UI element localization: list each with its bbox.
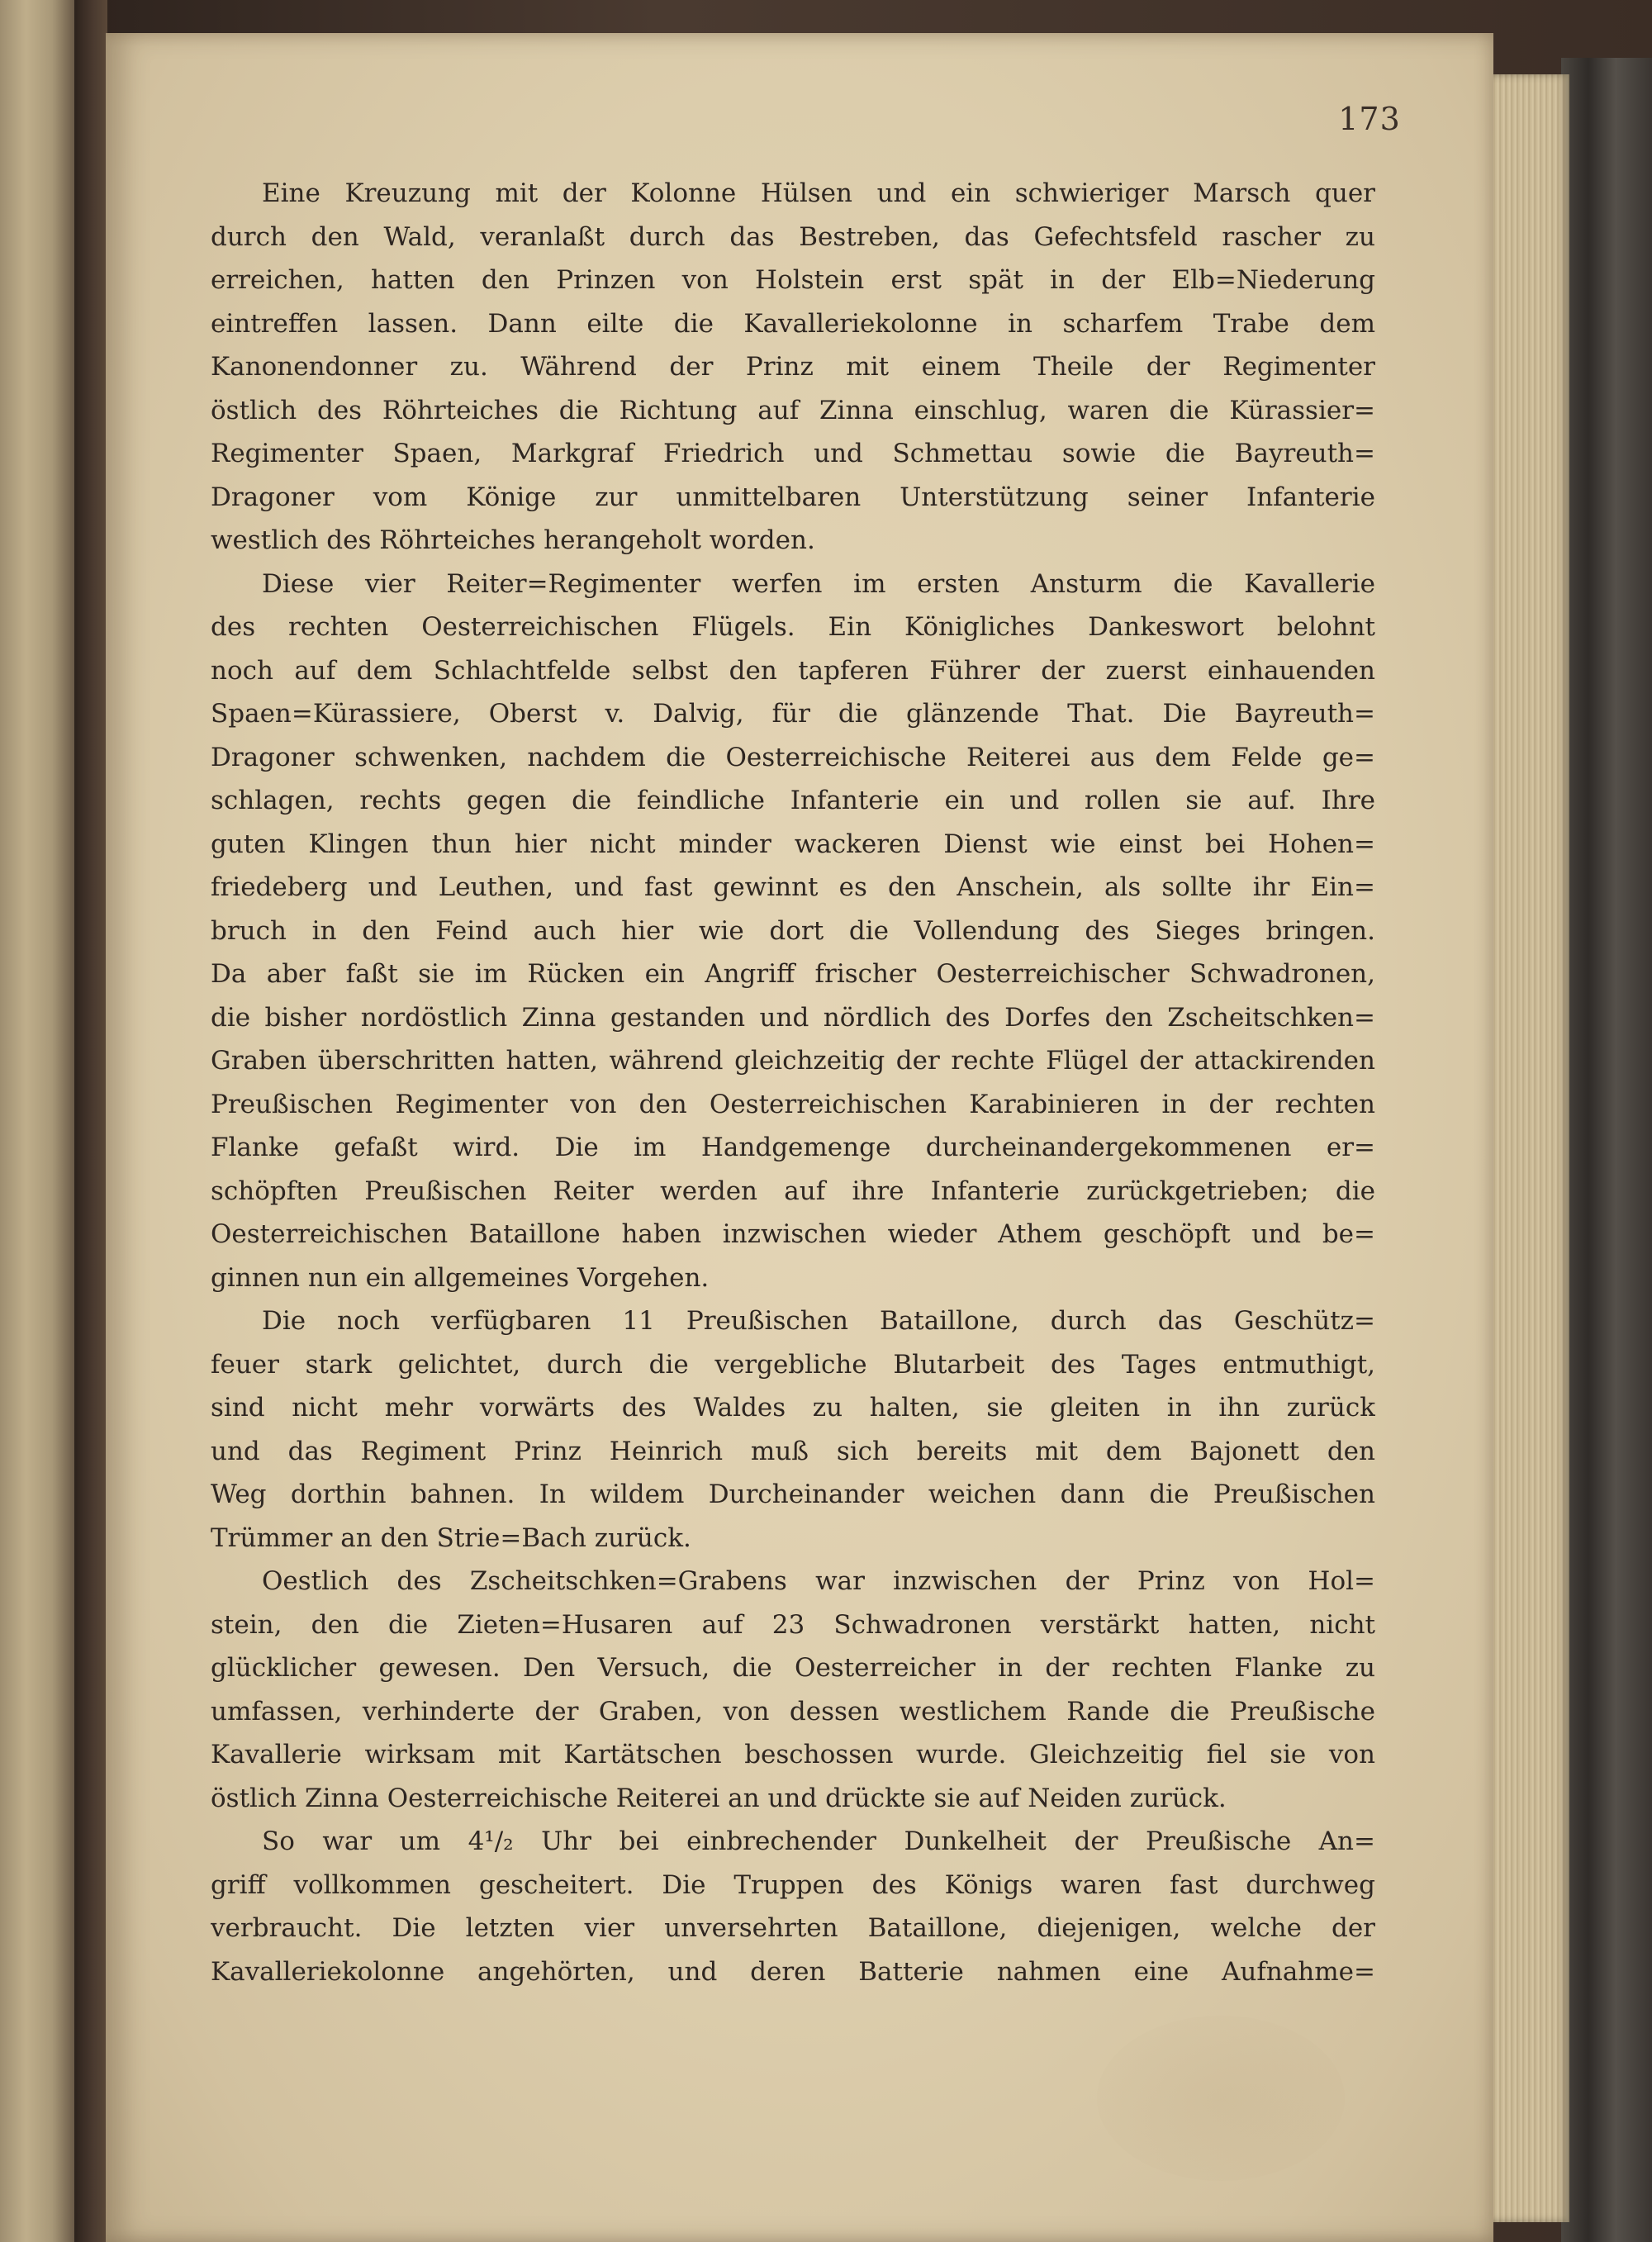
text-line: sind nicht mehr vorwärts des Waldes zu halten, sie gleiten in ihn zurück bbox=[211, 1393, 1375, 1423]
book-cover-board bbox=[1561, 58, 1652, 2242]
text-line: ginnen nun ein allgemeines Vorgehen. bbox=[211, 1262, 710, 1293]
text-line: Regimenter Spaen, Markgraf Friedrich und Schmettau sowie die Bayreuth= bbox=[211, 439, 1375, 468]
text-line: feuer stark gelichtet, durch die vergebliche Blutarbeit des Tages entmuthigt, bbox=[211, 1349, 1375, 1380]
text-line: Die noch verfügbaren 11 Preußischen Bataillone, durch das Geschütz= bbox=[262, 1306, 1375, 1336]
book-gutter bbox=[74, 0, 107, 2242]
text-line: Dragoner vom Könige zur unmittelbaren Unterstützung seiner Infanterie bbox=[211, 482, 1375, 512]
text-line: glücklicher gewesen. Den Versuch, die Oesterreicher in der rechten Flanke zu bbox=[211, 1653, 1375, 1683]
paper-stain bbox=[1097, 2016, 1345, 2181]
text-line: Kavalleriekolonne angehörten, und deren Batterie nahmen eine Aufnahme= bbox=[211, 1956, 1375, 1987]
text-line: des rechten Oesterreichischen Flügels. Ein Königliches Dankeswort belohnt bbox=[211, 612, 1375, 642]
text-line: östlich des Röhrteiches die Richtung auf Zinna einschlug, waren die Kürassier= bbox=[211, 395, 1375, 425]
text-line: Oesterreichischen Bataillone haben inzwischen wieder Athem geschöpft und be= bbox=[211, 1219, 1375, 1249]
text-block bbox=[211, 172, 1375, 1993]
text-line: Eine Kreuzung mit der Kolonne Hülsen und ein schwieriger Marsch quer bbox=[262, 178, 1375, 208]
text-line: und das Regiment Prinz Heinrich muß sich bereits mit dem Bajonett den bbox=[211, 1436, 1375, 1466]
text-line: östlich Zinna Oesterreichische Reiterei an und drückte sie auf Neiden zurück. bbox=[211, 1783, 1227, 1813]
text-line: Oestlich des Zscheitschken=Grabens war inzwischen der Prinz von Hol= bbox=[262, 1566, 1375, 1596]
text-line: stein, den die Zieten=Husaren auf 23 Schwadronen verstärkt hatten, nicht bbox=[211, 1609, 1375, 1640]
text-line: umfassen, verhinderte der Graben, von dessen westlichem Rande die Preußische bbox=[211, 1696, 1375, 1727]
text-line: westlich des Röhrteiches herangeholt worden. bbox=[211, 525, 815, 555]
text-line: bruch in den Feind auch hier wie dort die Vollendung des Sieges bringen. bbox=[211, 915, 1375, 946]
text-line: Kanonendonner zu. Während der Prinz mit einem Theile der Regimenter bbox=[211, 352, 1375, 382]
text-line: Kavallerie wirksam mit Kartätschen beschossen wurde. Gleichzeitig fiel sie von bbox=[211, 1740, 1375, 1769]
book-page bbox=[106, 33, 1493, 2242]
text-line: Dragoner schwenken, nachdem die Oesterreichische Reiterei aus dem Felde ge= bbox=[211, 742, 1375, 772]
text-line: Graben überschritten hatten, während gleichzeitig der rechte Flügel der attackirenden bbox=[211, 1046, 1375, 1076]
text-line: erreichen, hatten den Prinzen von Holstein erst spät in der Elb=Niederung bbox=[211, 265, 1375, 295]
previous-page-edge bbox=[0, 0, 74, 2242]
text-line: Da aber faßt sie im Rücken ein Angriff frischer Oesterreichischer Schwadronen, bbox=[211, 959, 1375, 989]
text-line: Preußischen Regimenter von den Oesterreichischen Karabinieren in der rechten bbox=[211, 1089, 1375, 1119]
text-line: griff vollkommen gescheitert. Die Truppen des Königs waren fast durchweg bbox=[211, 1869, 1375, 1900]
text-line: noch auf dem Schlachtfelde selbst den tapferen Führer der zuerst einhauenden bbox=[211, 655, 1375, 686]
text-line: die bisher nordöstlich Zinna gestanden und nördlich des Dorfes den Zscheitschken= bbox=[211, 1002, 1375, 1033]
text-line: Weg dorthin bahnen. In wildem Durcheinander weichen dann die Preußischen bbox=[211, 1480, 1375, 1509]
text-line: durch den Wald, veranlaßt durch das Bestreben, das Gefechtsfeld rascher zu bbox=[211, 221, 1375, 252]
text-line: Flanke gefaßt wird. Die im Handgemenge durcheinandergekommenen er= bbox=[211, 1133, 1375, 1162]
text-line: verbraucht. Die letzten vier unversehrten Bataillone, diejenigen, welche der bbox=[211, 1913, 1375, 1943]
text-line: guten Klingen thun hier nicht minder wackeren Dienst wie einst bei Hohen= bbox=[211, 829, 1375, 859]
text-line: schlagen, rechts gegen die feindliche Infanterie ein und rollen sie auf. Ihre bbox=[211, 786, 1375, 815]
page-number: 173 bbox=[1338, 101, 1401, 137]
text-line: Diese vier Reiter=Regimenter werfen im ersten Ansturm die Kavallerie bbox=[262, 568, 1375, 599]
text-line: eintreffen lassen. Dann eilte die Kavalleriekolonne in scharfem Trabe dem bbox=[211, 308, 1375, 339]
text-line: Trümmer an den Strie=Bach zurück. bbox=[211, 1522, 691, 1553]
text-line: schöpften Preußischen Reiter werden auf ihre Infanterie zurückgetrieben; die bbox=[211, 1176, 1375, 1206]
text-line: friedeberg und Leuthen, und fast gewinnt es den Anschein, als sollte ihr Ein= bbox=[211, 872, 1375, 902]
text-line: Spaen=Kürassiere, Oberst v. Dalvig, für die glänzende That. Die Bayreuth= bbox=[211, 699, 1375, 729]
text-line: So war um 4¹/₂ Uhr bei einbrechender Dunkelheit der Preußische An= bbox=[262, 1826, 1375, 1856]
